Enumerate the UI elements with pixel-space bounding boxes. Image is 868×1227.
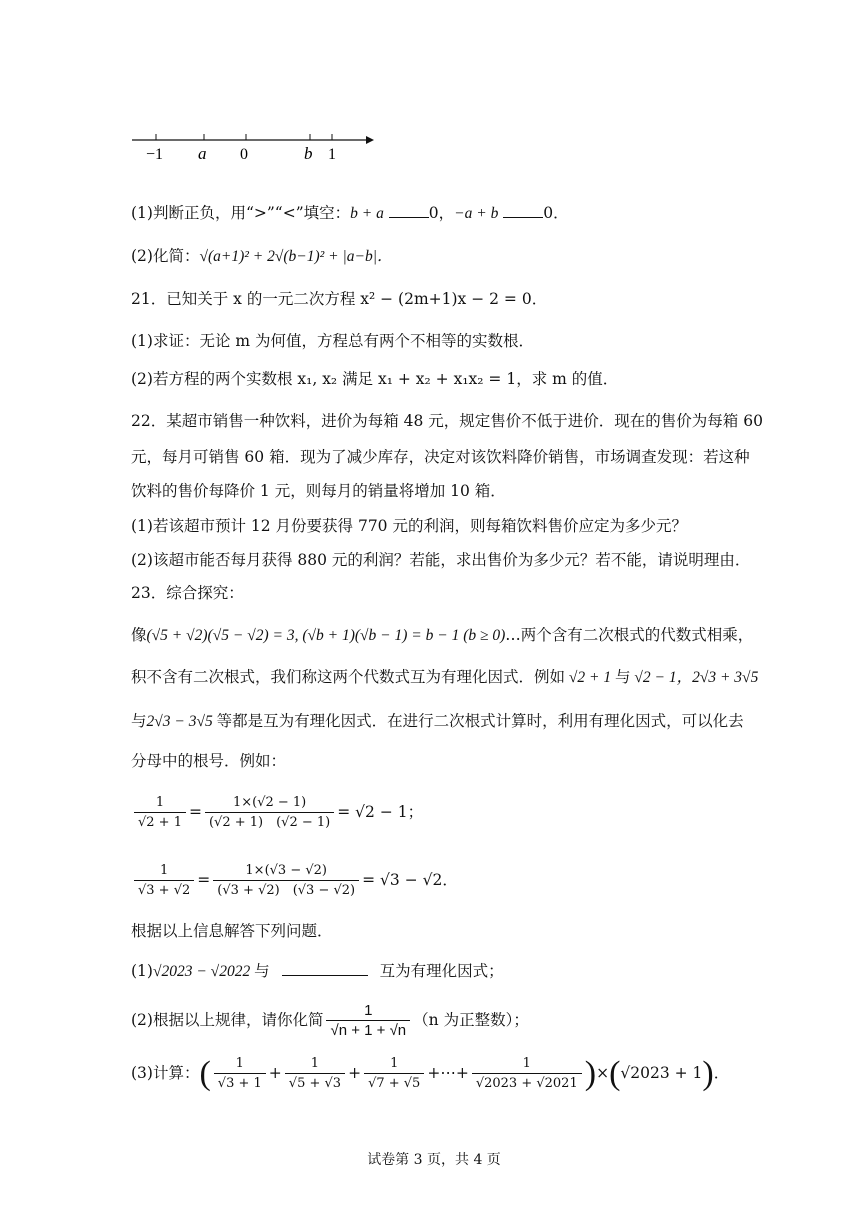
answer-blank[interactable] [389, 203, 429, 218]
tick-label: −1 [146, 146, 164, 163]
q23-line3: 与2√3 − 3√5 等都是互为有理化因式．在进行二次根式计算时，利用有理化因式，可以化去 [131, 712, 744, 730]
q22-line2: 元，每月可销售 60 箱．现为了减少库存，决定对该饮料降价销售，市场调查发现：若这种 [131, 448, 750, 466]
q21-part1: (1)求证：无论 m 为何值，方程总有两个不相等的实数根． [131, 332, 535, 350]
tick-label: 0 [240, 146, 248, 163]
q23-instructions: 根据以上信息解答下列问题． [131, 922, 333, 940]
tick-label: a [198, 144, 207, 163]
q22-part2: (2)该超市能否每月获得 880 元的利润？若能，求出售价为多少元？若不能，请说明理由． [131, 551, 751, 569]
q21-stem: 21．已知关于 x 的一元二次方程 x² − (2m+1)x − 2 = 0． [131, 290, 548, 308]
number-line [126, 128, 376, 168]
q20-part2: (2)化简：√(a+1)² + 2√(b−1)² + |a−b|． [131, 247, 393, 265]
page-footer: 试卷第 3 页，共 4 页 [367, 1152, 501, 1168]
q21-part2: (2)若方程的两个实数根 x₁, x₂ 满足 x₁ + x₂ + x₁x₂ = 1，求 m 的值． [131, 370, 619, 388]
q23-line4: 分母中的根号．例如： [131, 752, 287, 770]
q23-part2: (2)根据以上规律，请你化简 $\frac{1}{√n + 1 + √n}$ （n 为正整数）； [131, 1001, 529, 1039]
q23-part1: (1)√2023 − √2022 与 互为有理化因式； [131, 962, 504, 980]
q22-line1: 22．某超市销售一种饮料，进价为每箱 48 元，规定售价不低于进价．现在的售价为每箱 60 [131, 412, 763, 430]
tick-label: 1 [328, 146, 336, 163]
q23-part3: (3)计算：( $\frac{1}{√3 + 1}$ + $\frac{1}{√5 + √3}$ + $\frac{1}{√7 + √5}$ +⋯+ $\frac{1}{√2023 + √2021}$ )×(√2023 + 1)． [131, 1055, 730, 1092]
q23-line1: 像(√5 + √2)(√5 − √2) = 3, (√b + 1)(√b − 1) = b − 1 (b ≥ 0)…两个含有二次根式的代数式相乘， [131, 626, 754, 644]
tick-label: b [304, 144, 313, 163]
answer-blank[interactable] [503, 203, 543, 218]
q22-part1: (1)若该超市预计 12 月份要获得 770 元的利润，则每箱饮料售价应定为多少元？ [131, 517, 687, 535]
example-1: $\frac{1}{√2 + 1}$ = $\frac{1\times(√2 - 1)}{(√2 + 1) (√2 - 1)}$ = √2 − 1； [131, 792, 423, 833]
q22-line3: 饮料的售价每降价 1 元，则每月的销量将增加 10 箱． [131, 482, 506, 500]
q23-line2: 积不含有二次根式，我们称这两个代数式互为有理化因式．例如 √2 + 1 与 √2 − 1，2√3 + 3√5 [131, 668, 759, 686]
q23-stem: 23．综合探究： [131, 584, 244, 602]
q20-part1: (1)判断正负，用“>”“<”填空：b + a 0，−a + b 0． [131, 204, 569, 222]
example-2: $\frac{1}{√3 + √2}$ = $\frac{1\times(√3 - √2)}{(√3 + √2) (√3 - √2)}$ = √3 − √2． [131, 860, 458, 901]
answer-blank[interactable] [282, 961, 368, 976]
